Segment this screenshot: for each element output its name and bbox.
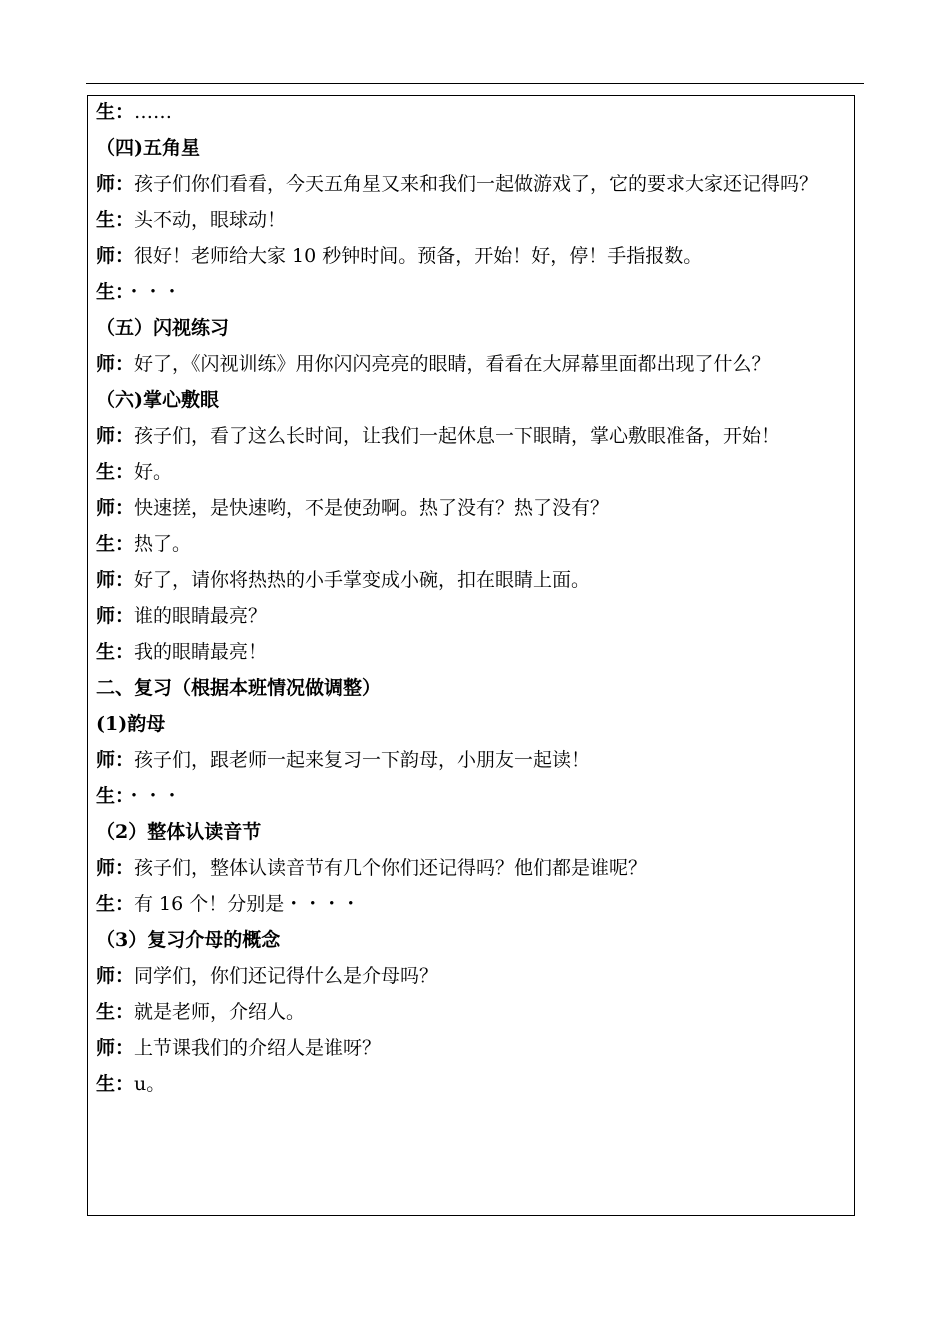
dialog-text: 很好！老师给大家 10 秒钟时间。预备，开始！好，停！手指报数。 — [134, 245, 703, 267]
dialog-line — [96, 202, 848, 238]
dialog-line — [96, 1030, 848, 1066]
speaker-label: 师： — [96, 965, 135, 987]
speaker-label: 师： — [96, 425, 135, 447]
speaker-label: 生： — [96, 893, 135, 915]
dialog-text: u。 — [134, 1073, 166, 1095]
dialog-paragraph — [96, 418, 848, 454]
dialog-text: 孩子们，整体认读音节有几个你们还记得吗？他们都是谁呢？ — [134, 857, 648, 879]
dialog-line — [96, 778, 848, 814]
dialog-line — [96, 1066, 848, 1102]
dialog-text: 孩子们，跟老师一起来复习一下韵母，小朋友一起读！ — [134, 749, 591, 771]
dialog-text: 好了，请你将热热的小手掌变成小碗，扣在眼睛上面。 — [134, 569, 591, 591]
dialog-line — [96, 562, 848, 598]
dialog-text: 上节课我们的介绍人是谁呀？ — [134, 1037, 382, 1059]
dialog-paragraph — [96, 166, 848, 202]
dialog-line — [96, 526, 848, 562]
speaker-label: 生： — [96, 101, 135, 123]
speaker-label: 师： — [96, 1037, 135, 1059]
dialog-line — [96, 490, 848, 526]
dialog-line — [96, 994, 848, 1030]
dialog-text: …… — [134, 101, 173, 123]
dialog-line — [96, 94, 848, 130]
speaker-label: 生： — [96, 209, 135, 231]
dialog-text: 有 16 个！分别是・・・・ — [134, 893, 361, 915]
speaker-label: 生： — [96, 1001, 135, 1023]
dialog-text: ・・・ — [124, 785, 182, 807]
speaker-label: 师： — [96, 605, 135, 627]
header-rule — [86, 83, 864, 84]
dialog-line — [96, 454, 848, 490]
speaker-label: 师： — [96, 245, 135, 267]
section-heading: （3）复习介母的概念 — [96, 929, 281, 951]
dialog-line — [96, 634, 848, 670]
dialog-text: ・・・ — [124, 281, 182, 303]
dialog-text: 头不动，眼球动！ — [134, 209, 287, 231]
dialog-line — [96, 886, 848, 922]
dialog-line — [96, 274, 848, 310]
dialog-text: 好了，《闪视训练》用你闪闪亮亮的眼睛，看看在大屏幕里面都出现了什么？ — [134, 353, 771, 375]
dialog-text: 同学们，你们还记得什么是介母吗？ — [134, 965, 439, 987]
section-heading: 二、复习（根据本班情况做调整） — [96, 677, 382, 699]
speaker-label: 生： — [96, 1073, 135, 1095]
dialog-text: 孩子们，看了这么长时间，让我们一起休息一下眼睛，掌心敷眼准备，开始！ — [134, 425, 781, 447]
speaker-label: 师： — [96, 749, 135, 771]
speaker-label: 生： — [96, 281, 125, 303]
speaker-label: 生： — [96, 461, 135, 483]
dialog-text: 好。 — [134, 461, 173, 483]
section-heading: （五）闪视练习 — [96, 317, 230, 339]
section-heading: （四)五角星 — [96, 137, 200, 159]
dialog-text: 热了。 — [134, 533, 192, 555]
dialog-line — [96, 958, 848, 994]
section-heading: （2）整体认读音节 — [96, 821, 262, 843]
speaker-label: 师： — [96, 173, 135, 195]
lesson-transcript — [96, 94, 848, 1102]
speaker-label: 师： — [96, 353, 135, 375]
dialog-text: 谁的眼睛最亮？ — [134, 605, 268, 627]
speaker-label: 生： — [96, 533, 135, 555]
dialog-paragraph — [96, 346, 848, 382]
speaker-label: 生： — [96, 641, 135, 663]
dialog-line — [96, 742, 848, 778]
speaker-label: 生： — [96, 785, 125, 807]
speaker-label: 师： — [96, 497, 135, 519]
dialog-text: 孩子们你们看看，今天五角星又来和我们一起做游戏了，它的要求大家还记得吗？ — [134, 173, 819, 195]
dialog-text: 就是老师，介绍人。 — [134, 1001, 306, 1023]
section-heading: (1)韵母 — [96, 713, 166, 735]
section-heading: （六)掌心敷眼 — [96, 389, 219, 411]
dialog-text: 我的眼睛最亮！ — [134, 641, 268, 663]
speaker-label: 师： — [96, 857, 135, 879]
dialog-line — [96, 850, 848, 886]
dialog-line — [96, 238, 848, 274]
dialog-text: 快速搓，是快速哟，不是使劲啊。热了没有？热了没有？ — [134, 497, 610, 519]
speaker-label: 师： — [96, 569, 135, 591]
dialog-line — [96, 598, 848, 634]
